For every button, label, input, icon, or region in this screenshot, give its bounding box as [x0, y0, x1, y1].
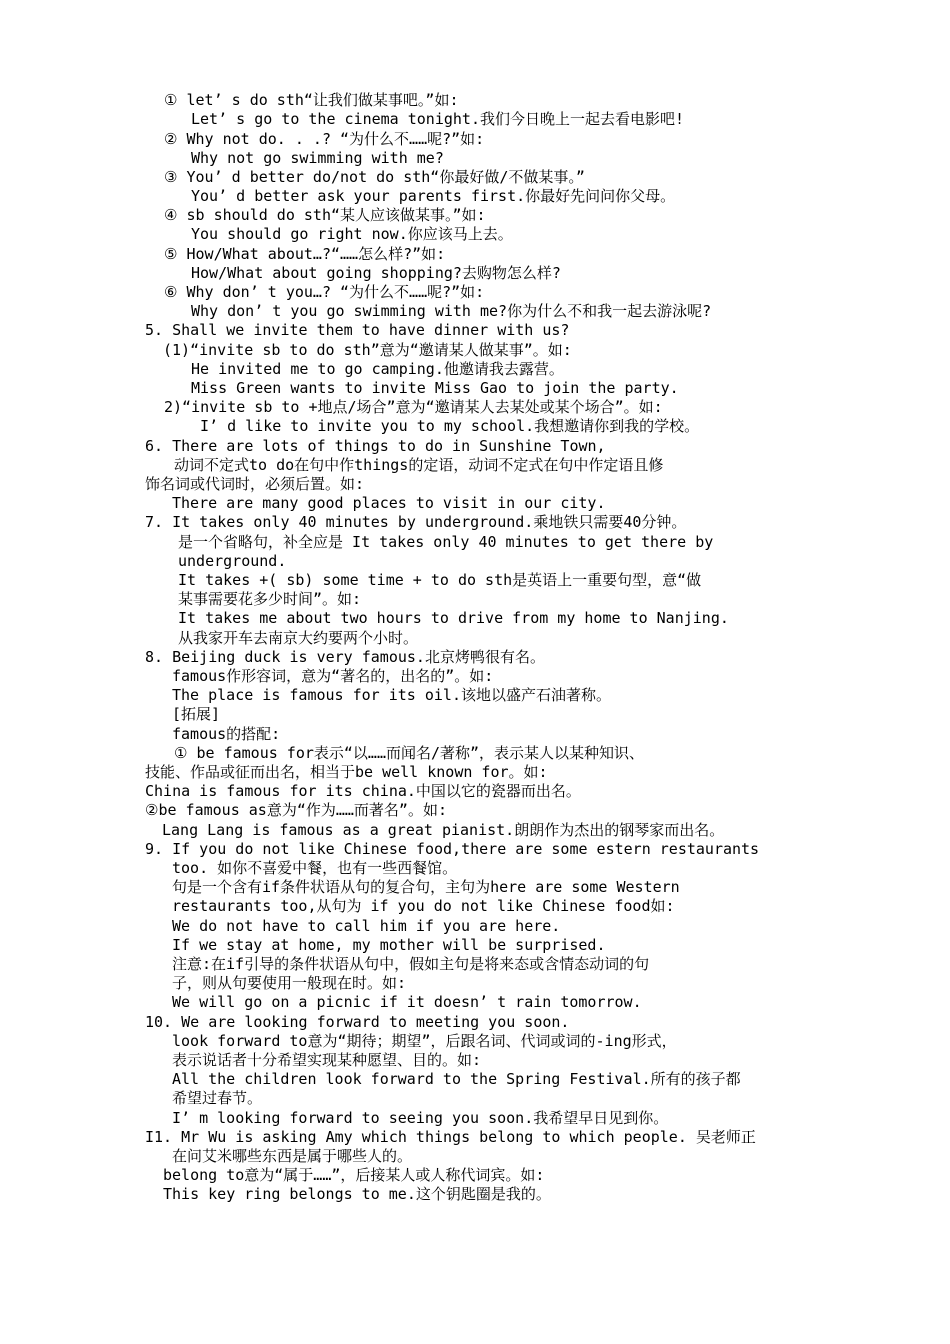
- text-line: 从我家开车去南京大约要两个小时。: [178, 629, 419, 647]
- text-line: All the children look forward to the Spring Festival.所有的孩子都: [172, 1070, 741, 1088]
- text-line: Why don’ t you go swimming with me?你为什么不和我一起去游泳呢?: [191, 302, 712, 320]
- text-line: ②be famous as意为“作为……而著名”。如:: [145, 801, 447, 819]
- text-line: Miss Green wants to invite Miss Gao to join the party.: [191, 379, 679, 397]
- text-line: He invited me to go camping.他邀请我去露营。: [191, 360, 564, 378]
- text-line: China is famous for its china.中国以它的瓷器而出名。: [145, 782, 581, 800]
- text-line: I1. Mr Wu is asking Amy which things belong to which people. 吴老师正: [145, 1128, 756, 1146]
- text-line: Lang Lang is famous as a great pianist.朗朗作为杰出的钢琴家而出名。: [162, 821, 725, 839]
- text-line: [拓展]: [172, 705, 221, 723]
- text-line: famous作形容词，意为“著名的，出名的”。如:: [172, 667, 494, 685]
- text-line: 饰名词或代词时，必须后置。如:: [145, 475, 365, 493]
- text-line: It takes +( sb) some time + to do sth是英语上一重要句型，意“做: [178, 571, 702, 589]
- text-line: 句是一个含有if条件状语从句的复合句，主句为here are some Western: [172, 878, 680, 896]
- text-line: 注意:在if引导的条件状语从句中，假如主句是将来态或含情态动词的句: [172, 955, 650, 973]
- text-line: famous的搭配:: [172, 725, 281, 743]
- text-line: 5. Shall we invite them to have dinner with us?: [145, 321, 570, 339]
- text-line: ④ sb should do sth“某人应该做某事。”如:: [164, 206, 486, 224]
- text-line: 2)“invite sb to +地点/场合”意为“邀请某人去某处或某个场合”。如:: [164, 398, 663, 416]
- text-line: restaurants too,从句为 if you do not like Chinese food如:: [172, 897, 675, 915]
- text-line: The place is famous for its oil.该地以盛产石油著称。: [172, 686, 611, 704]
- text-line: 7. It takes only 40 minutes by underground.乘地铁只需要40分钟。: [145, 513, 687, 531]
- text-line: 子，则从句要使用一般现在时。如:: [172, 974, 407, 992]
- text-line: Why not go swimming with me?: [191, 149, 444, 167]
- text-line: I’ m looking forward to seeing you soon.我希望早日见到你。: [172, 1109, 669, 1127]
- text-line: 8. Beijing duck is very famous.北京烤鸭很有名。: [145, 648, 545, 666]
- text-line: too. 如你不喜爱中餐，也有一些西餐馆。: [172, 859, 458, 877]
- text-line: 表示说话者十分希望实现某种愿望、目的。如:: [172, 1051, 482, 1069]
- text-line: look forward to意为“期待；期望”，后跟名词、代词或词的-ing形式，: [172, 1032, 677, 1050]
- text-line: ⑥ Why don’ t you…? “为什么不……呢?”如:: [164, 283, 485, 301]
- text-line: 10. We are looking forward to meeting you soon.: [145, 1013, 570, 1031]
- text-line: ⑤ How/What about…?“……怎么样?”如:: [164, 245, 446, 263]
- text-line: Let’ s go to the cinema tonight.我们今日晚上一起去看电影吧!: [191, 110, 685, 128]
- text-line: ③ You’ d better do/not do sth“你最好做/不做某事。”: [164, 168, 585, 186]
- text-line: belong to意为“属于……”，后接某人或人称代词宾。如:: [163, 1166, 545, 1184]
- text-line: 希望过春节。: [172, 1089, 263, 1107]
- text-line: How/What about going shopping?去购物怎么样?: [191, 264, 561, 282]
- text-line: You’ d better ask your parents first.你最好先问问你父母。: [191, 187, 676, 205]
- text-line: There are many good places to visit in our city.: [172, 494, 606, 512]
- text-line: 在问艾米哪些东西是属于哪些人的。: [172, 1147, 413, 1165]
- text-line: ② Why not do. . .? “为什么不……呢?”如:: [164, 130, 485, 148]
- text-line: 是一个省略句，补全应是 It takes only 40 minutes to get there by: [178, 533, 714, 551]
- text-line: We do not have to call him if you are here.: [172, 917, 561, 935]
- text-line: It takes me about two hours to drive from my home to Nanjing.: [178, 609, 729, 627]
- text-line: ① be famous for表示“以……而闻名/著称”，表示某人以某种知识、: [174, 744, 645, 762]
- text-line: 6. There are lots of things to do in Sunshine Town,: [145, 437, 606, 455]
- text-line: You should go right now.你应该马上去。: [191, 225, 513, 243]
- text-line: This key ring belongs to me.这个钥匙圈是我的。: [163, 1185, 551, 1203]
- text-line: If we stay at home, my mother will be surprised.: [172, 936, 606, 954]
- text-line: I’ d like to invite you to my school.我想邀请你到我的学校。: [200, 417, 700, 435]
- text-line: 动词不定式to do在句中作things的定语，动词不定式在句中作定语且修: [174, 456, 664, 474]
- text-line: 9. If you do not like Chinese food,there are some estern restaurants: [145, 840, 760, 858]
- text-line: ① let’ s do sth“让我们做某事吧。”如:: [164, 91, 459, 109]
- text-line: (1)“invite sb to do sth”意为“邀请某人做某事”。如:: [163, 341, 572, 359]
- text-line: underground.: [178, 552, 287, 570]
- text-line: 某事需要花多少时间”。如:: [178, 590, 362, 608]
- text-line: We will go on a picnic if it doesn’ t rain tomorrow.: [172, 993, 642, 1011]
- text-line: 技能、作品或征而出名，相当于be well known for。如:: [145, 763, 548, 781]
